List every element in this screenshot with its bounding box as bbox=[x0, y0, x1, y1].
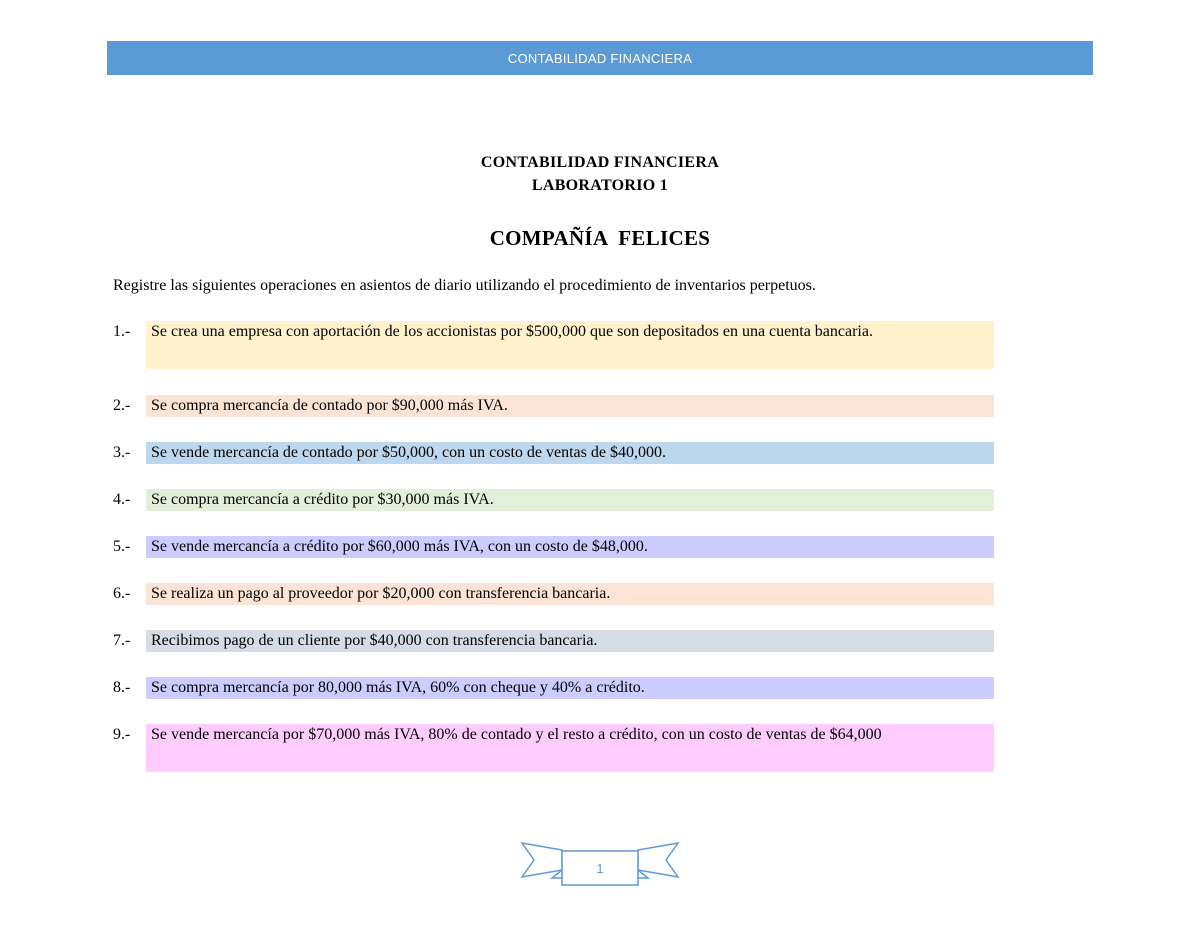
operation-item-9 bbox=[113, 724, 994, 772]
instructions-text: Registre las siguientes operaciones en asientos de diario utilizando el procedimiento de inventarios perpetuos. bbox=[113, 277, 816, 294]
page-header-bar bbox=[107, 41, 1093, 75]
header-title: CONTABILIDAD FINANCIERA bbox=[507, 50, 693, 66]
operation-number: 8.- bbox=[113, 679, 131, 696]
course-title: CONTABILIDAD FINANCIERA bbox=[480, 154, 720, 171]
operation-text: Se vende mercancía de contado por $50,000, con un costo de ventas de $40,000. bbox=[146, 442, 994, 464]
operation-text: Se crea una empresa con aportación de los accionistas por $500,000 que son depositados en una cuenta bancaria. bbox=[146, 321, 994, 369]
page-number: 1 bbox=[596, 860, 604, 876]
operation-number: 3.- bbox=[113, 444, 131, 461]
operation-item-7 bbox=[113, 630, 994, 652]
operation-number: 5.- bbox=[113, 538, 131, 555]
operation-text: Se compra mercancía a crédito por $30,000 más IVA. bbox=[146, 489, 994, 511]
operation-number: 7.- bbox=[113, 632, 131, 649]
operation-item-5 bbox=[113, 536, 994, 558]
operation-number: 1.- bbox=[113, 323, 131, 340]
operation-number: 9.- bbox=[113, 726, 131, 743]
operation-item-8 bbox=[113, 677, 994, 699]
operation-item-4 bbox=[113, 489, 994, 511]
operation-item-1 bbox=[113, 321, 994, 369]
page-number-ribbon bbox=[520, 840, 680, 888]
operation-item-6 bbox=[113, 583, 994, 605]
operation-text: Se vende mercancía por $70,000 más IVA, 80% de contado y el resto a crédito, con un costo de ventas de $64,000 bbox=[146, 724, 994, 772]
operation-number: 6.- bbox=[113, 585, 131, 602]
operation-text: Recibimos pago de un cliente por $40,000 con transferencia bancaria. bbox=[146, 630, 994, 652]
lab-title: LABORATORIO 1 bbox=[531, 177, 669, 194]
operation-number: 4.- bbox=[113, 491, 131, 508]
operation-text: Se vende mercancía a crédito por $60,000 más IVA, con un costo de $48,000. bbox=[146, 536, 994, 558]
operation-text: Se compra mercancía de contado por $90,000 más IVA. bbox=[146, 395, 994, 417]
company-title: COMPAÑÍA FELICES bbox=[489, 226, 711, 250]
operation-item-2 bbox=[113, 395, 994, 417]
operation-text: Se realiza un pago al proveedor por $20,000 con transferencia bancaria. bbox=[146, 583, 994, 605]
operation-text: Se compra mercancía por 80,000 más IVA, 60% con cheque y 40% a crédito. bbox=[146, 677, 994, 699]
operation-item-3 bbox=[113, 442, 994, 464]
operation-number: 2.- bbox=[113, 397, 131, 414]
